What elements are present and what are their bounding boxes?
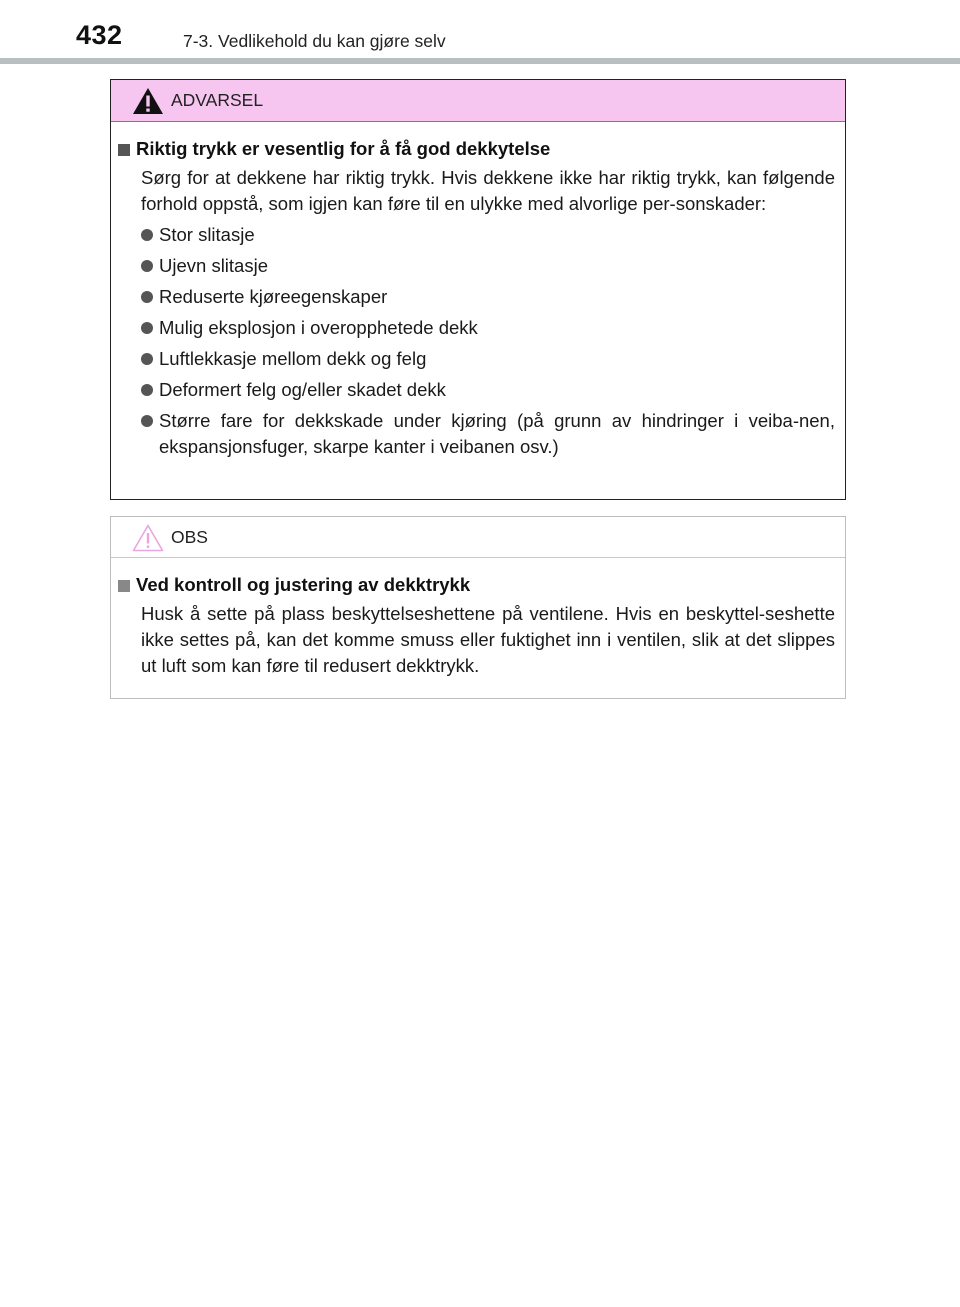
warning-item-title: [118, 138, 835, 160]
list-item: Mulig eksplosjon i overopphetede dekk: [141, 315, 835, 341]
header-rule: [0, 58, 960, 64]
warning-box-header: [111, 80, 845, 122]
round-bullet-icon: [141, 353, 153, 365]
list-item: Større fare for dekkskade under kjøring (på grunn av hindringer i veiba-nen, ekspansjonsfuger, skarpe kanter i veibanen osv.): [141, 408, 835, 460]
list-item: Ujevn slitasje: [141, 253, 835, 279]
warning-label: ADVARSEL: [171, 90, 264, 110]
round-bullet-icon: [141, 384, 153, 396]
notice-box-header: [111, 517, 845, 558]
list-item: Reduserte kjøreegenskaper: [141, 284, 835, 310]
notice-body: [111, 558, 845, 679]
warning-title-text: Riktig trykk er vesentlig for å få god dekkytelse: [136, 138, 551, 159]
notice-label: OBS: [171, 527, 208, 547]
square-bullet-icon: [118, 580, 130, 592]
warning-triangle-filled-icon: [131, 86, 165, 116]
warning-triangle-outline-icon: [131, 523, 165, 553]
warning-bullet-list: [141, 222, 835, 460]
list-item: Stor slitasje: [141, 222, 835, 248]
notice-item-title: [118, 574, 835, 596]
warning-paragraph: Sørg for at dekkene har riktig trykk. Hvis dekkene ikke har riktig trykk, kan følgende forhold oppstå, som igjen kan føre til en ulykke med alvorlige per-sonskader:: [141, 167, 835, 214]
page-header: [0, 0, 960, 64]
section-title: 7-3. Vedlikehold du kan gjøre selv: [183, 31, 446, 51]
round-bullet-icon: [141, 322, 153, 334]
warning-box: [110, 79, 846, 500]
square-bullet-icon: [118, 144, 130, 156]
list-item: Luftlekkasje mellom dekk og felg: [141, 346, 835, 372]
round-bullet-icon: [141, 415, 153, 427]
notice-title-text: Ved kontroll og justering av dekktrykk: [136, 574, 471, 595]
warning-body: [111, 122, 845, 460]
notice-paragraph: Husk å sette på plass beskyttelseshettene på ventilene. Hvis en beskyttel-seshette ikke settes på, kan det komme smuss eller fuktighet inn i ventilen, slik at det slippes ut luft som kan føre til redusert dekktrykk.: [141, 603, 835, 676]
round-bullet-icon: [141, 260, 153, 272]
page-number: 432: [76, 20, 123, 50]
notice-box: [110, 516, 846, 699]
list-item: Deformert felg og/eller skadet dekk: [141, 377, 835, 403]
round-bullet-icon: [141, 291, 153, 303]
round-bullet-icon: [141, 229, 153, 241]
